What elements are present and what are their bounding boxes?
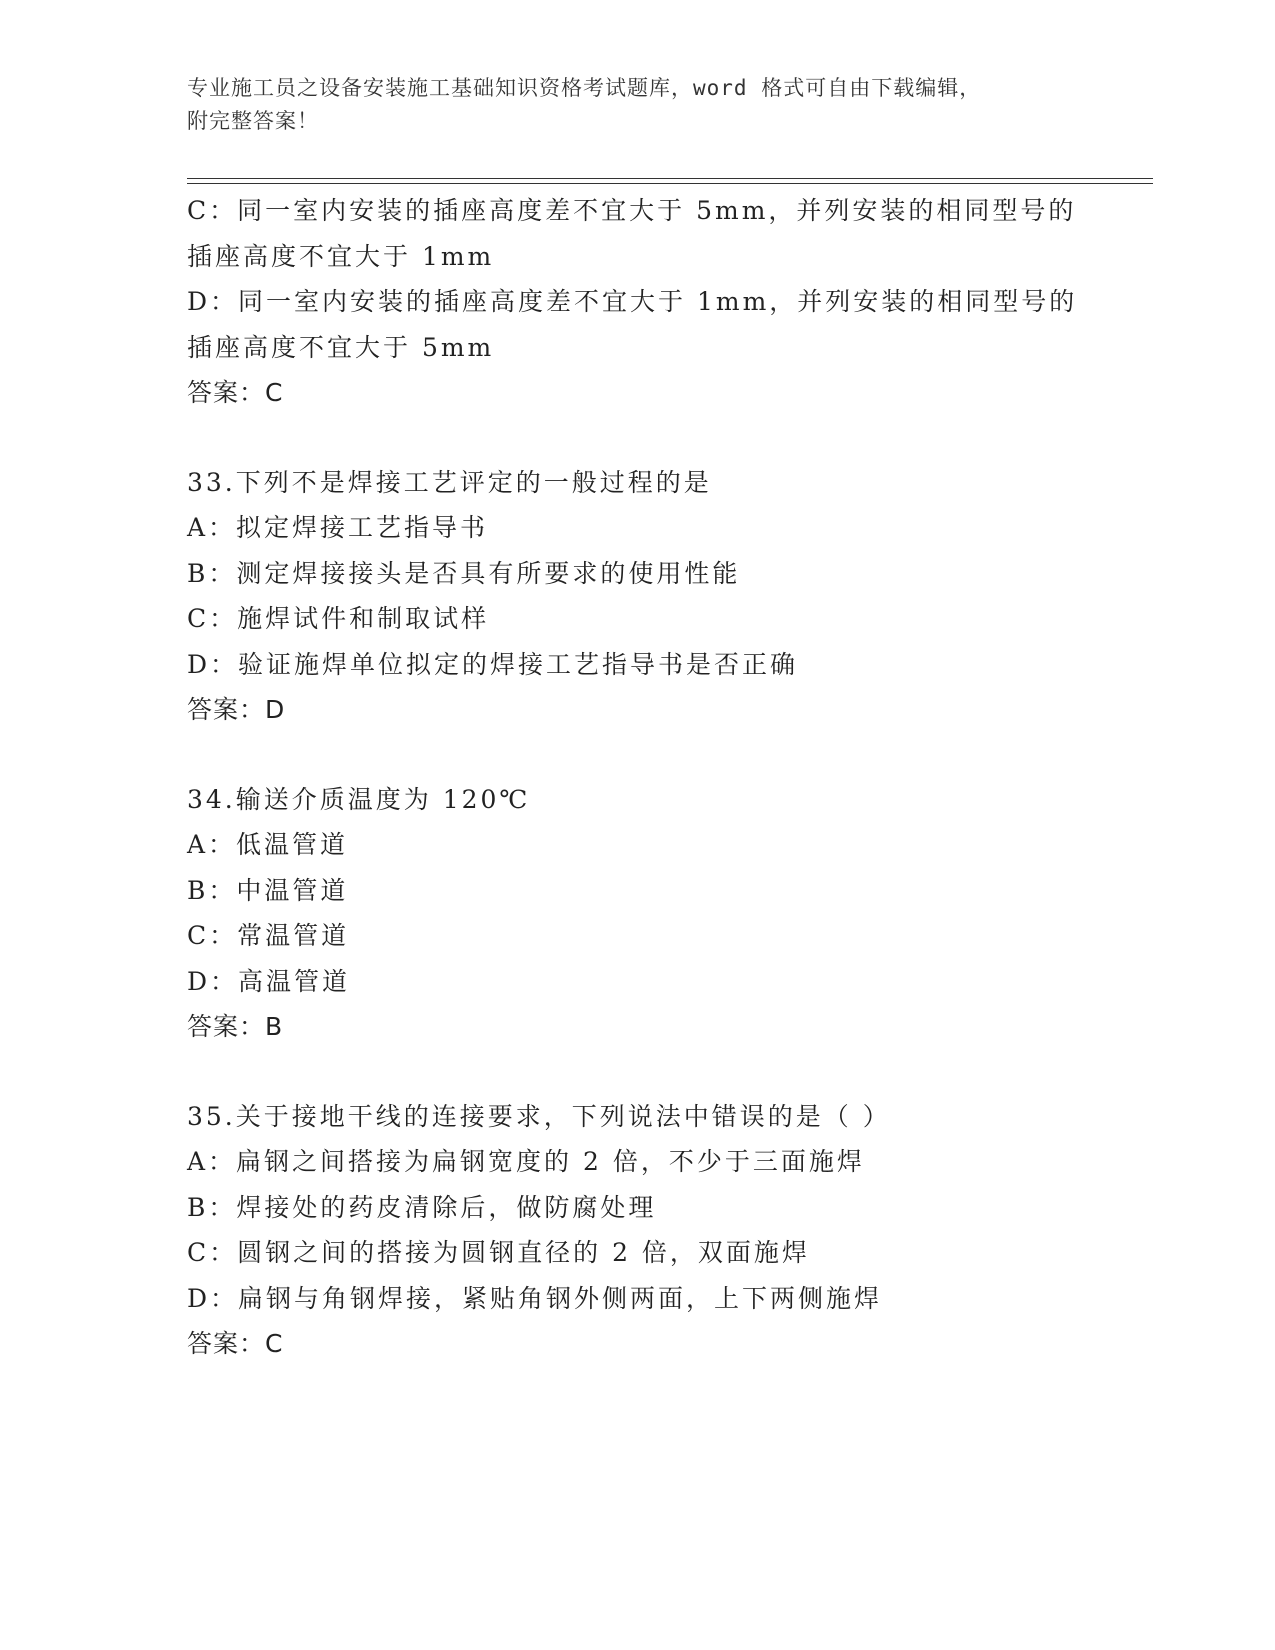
question-34: [187, 777, 1087, 1050]
option-c: C：同一室内安装的插座高度差不宜大于 5mm，并列安装的相同型号的: [187, 196, 1077, 225]
option-b: B：测定焊接接头是否具有所要求的使用性能: [187, 558, 741, 588]
answer: 答案：D: [187, 695, 286, 724]
question-text: 33.下列不是焊接工艺评定的一般过程的是: [187, 467, 712, 497]
header-divider-bottom: [187, 183, 1153, 184]
spacer: [187, 733, 1087, 777]
question-text: 34.输送介质温度为 120℃: [187, 784, 531, 814]
spacer: [187, 1050, 1087, 1094]
option-c: C：常温管道: [187, 921, 350, 950]
answer: 答案：C: [187, 1329, 284, 1358]
question-32-tail: [187, 188, 1087, 416]
question-33: [187, 460, 1087, 733]
answer: 答案：C: [187, 378, 284, 407]
option-a: A：低温管道: [187, 830, 349, 859]
option-d: D：验证施焊单位拟定的焊接工艺指导书是否正确: [187, 649, 799, 679]
header-divider-top: [187, 178, 1153, 179]
option-a: A：拟定焊接工艺指导书: [187, 513, 489, 542]
page-header: [187, 72, 1087, 138]
question-35: [187, 1094, 1087, 1367]
header-line-2: 附完整答案！: [187, 109, 319, 133]
question-text: 35.关于接地干线的连接要求，下列说法中错误的是（ ）: [187, 1101, 891, 1131]
option-c-continued: 插座高度不宜大于 1mm: [187, 241, 495, 271]
option-d: D：同一室内安装的插座高度差不宜大于 1mm，并列安装的相同型号的: [187, 287, 1078, 316]
question-list: [187, 188, 1087, 1367]
option-b: B：中温管道: [187, 875, 349, 905]
option-b: B：焊接处的药皮清除后，做防腐处理: [187, 1192, 657, 1222]
option-c: C：圆钢之间的搭接为圆钢直径的 2 倍，双面施焊: [187, 1238, 810, 1267]
spacer: [187, 416, 1087, 460]
option-d: D：高温管道: [187, 966, 351, 996]
option-c: C：施焊试件和制取试样: [187, 604, 490, 633]
option-d-continued: 插座高度不宜大于 5mm: [187, 332, 495, 362]
header-line-1: 专业施工员之设备安装施工基础知识资格考试题库，word 格式可自由下载编辑，: [187, 76, 982, 100]
option-a: A：扁钢之间搭接为扁钢宽度的 2 倍，不少于三面施焊: [187, 1147, 865, 1176]
answer: 答案：B: [187, 1012, 284, 1041]
option-d: D：扁钢与角钢焊接，紧贴角钢外侧两面，上下两侧施焊: [187, 1283, 883, 1313]
